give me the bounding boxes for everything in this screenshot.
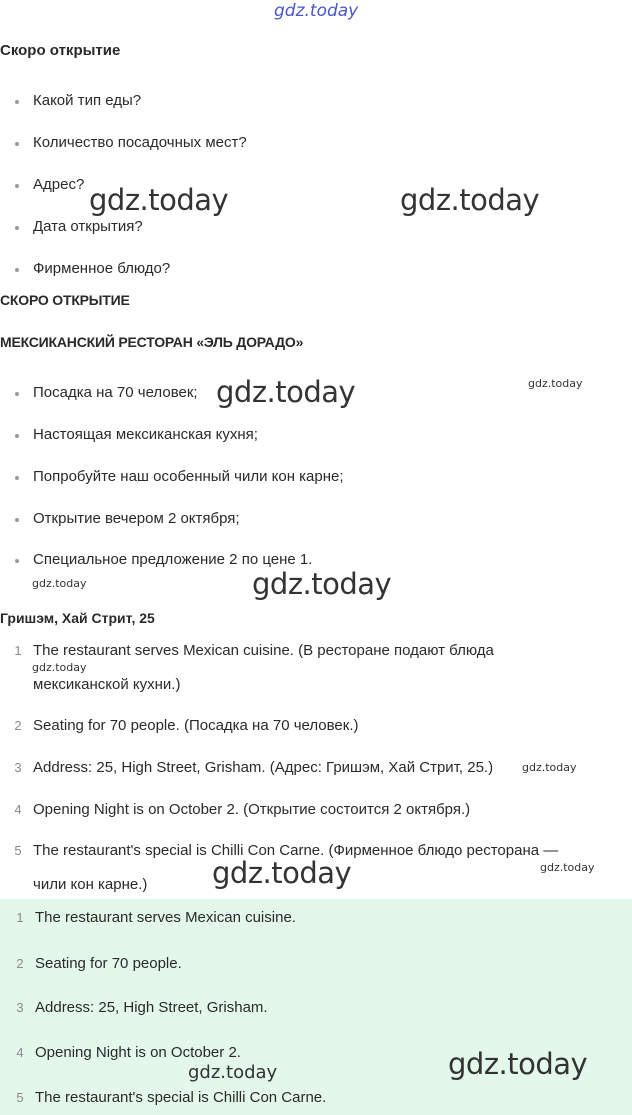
watermark: gdz.today [252, 567, 392, 601]
section-title: Скоро открытие [0, 42, 121, 59]
watermark: gdz.today [32, 661, 87, 674]
watermark: gdz.today [540, 861, 595, 874]
poster-subtitle: МЕКСИКАНСКИЙ РЕСТОРАН «ЭЛЬ ДОРАДО» [0, 334, 304, 350]
watermark: gdz.today [32, 577, 87, 590]
watermark: gdz.today [212, 856, 352, 890]
watermark-top: gdz.today [274, 1, 359, 21]
poster-title: СКОРО ОТКРЫТИЕ [0, 292, 130, 308]
watermark: gdz.today [448, 1047, 588, 1081]
watermark: gdz.today [188, 1062, 278, 1083]
watermark: gdz.today [528, 377, 583, 390]
poster-address: Гришэм, Хай Стрит, 25 [0, 610, 155, 626]
watermark: gdz.today [89, 183, 229, 217]
watermark: gdz.today [522, 761, 577, 774]
watermark: gdz.today [216, 375, 356, 409]
watermark: gdz.today [400, 183, 540, 217]
